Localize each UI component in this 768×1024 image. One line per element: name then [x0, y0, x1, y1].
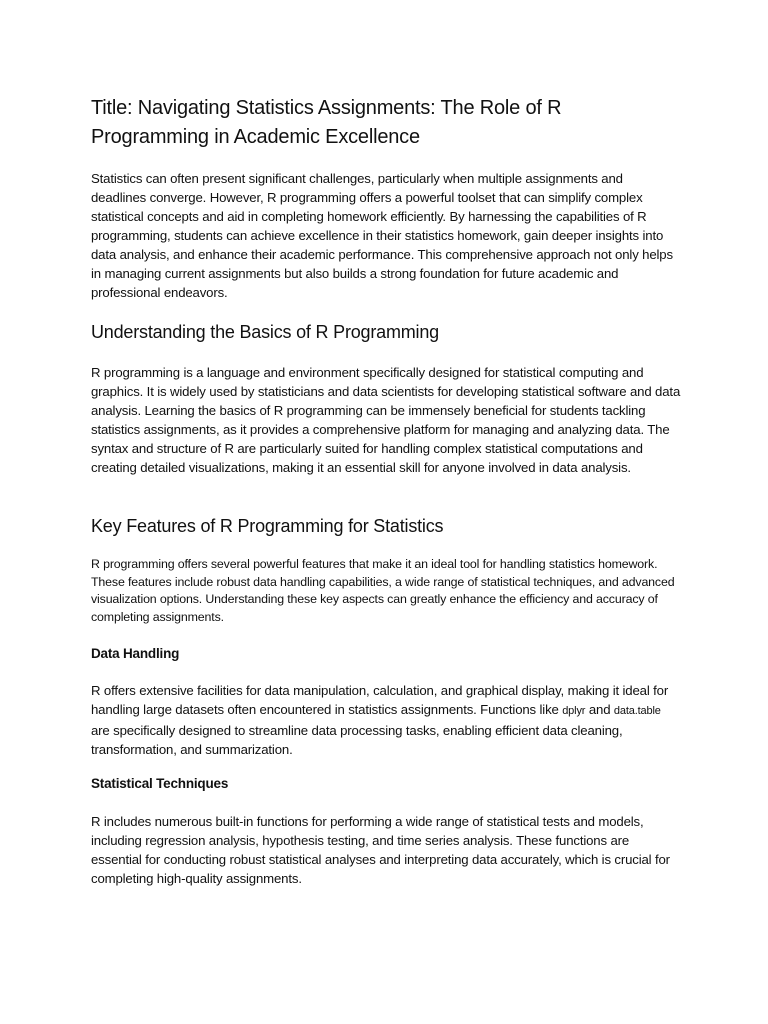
data-handling-paragraph: [91, 681, 681, 759]
code-dplyr: dplyr: [562, 705, 586, 717]
section-heading-basics: Understanding the Basics of R Programming: [91, 322, 439, 342]
code-data-table: data.table: [613, 705, 661, 717]
key-features-paragraph: R programming offers several powerful features that make it an ideal tool for handling statistics homework. These features include robust data handling capabilities, a wide range of statistical techniques, and advanced visualization options. Understanding these key aspects can greatly enhance the efficiency and accuracy of completing assignments.: [91, 557, 675, 624]
subheading-statistical-techniques: Statistical Techniques: [91, 776, 229, 791]
data-handling-text-2: and: [585, 702, 614, 717]
data-handling-text-3: are specifically designed to streamline data processing tasks, enabling efficient data cleaning, transformation, and summarization.: [91, 723, 623, 757]
data-handling-text-1: R offers extensive facilities for data manipulation, calculation, and graphical display, making it ideal for handling large datasets often encountered in statistics assignments. Functions like: [91, 683, 669, 717]
subheading-data-handling: Data Handling: [91, 646, 180, 661]
section-heading-key-features: Key Features of R Programming for Statistics: [91, 516, 444, 536]
document-title: Title: Navigating Statistics Assignments: The Role of R Programming in Academic Excellence: [91, 97, 562, 148]
intro-paragraph: Statistics can often present significant challenges, particularly when multiple assignments and deadlines converge. However, R programming offers a powerful toolset that can simplify complex statistical concepts and aid in completing homework efficiently. By harnessing the capabilities of R programming, students can achieve excellence in their statistics homework, gain deeper insights into data analysis, and enhance their academic performance. This comprehensive approach not only helps in managing current assignments but also builds a strong foundation for future academic and professional endeavors.: [91, 171, 673, 300]
basics-paragraph: R programming is a language and environment specifically designed for statistical computing and graphics. It is widely used by statisticians and data scientists for developing statistical software and data analysis. Learning the basics of R programming can be immensely beneficial for students tackling statistics assignments, as it provides a comprehensive platform for managing and analyzing data. The syntax and structure of R are particularly suited for handling complex statistical computations and creating detailed visualizations, making it an essential skill for anyone involved in data analysis.: [91, 365, 681, 475]
statistical-techniques-paragraph: R includes numerous built-in functions for performing a wide range of statistical tests and models, including regression analysis, hypothesis testing, and time series analysis. These functions are essential for conducting robust statistical analyses and interpreting data accurately, which is crucial for completing high-quality assignments.: [91, 814, 670, 886]
